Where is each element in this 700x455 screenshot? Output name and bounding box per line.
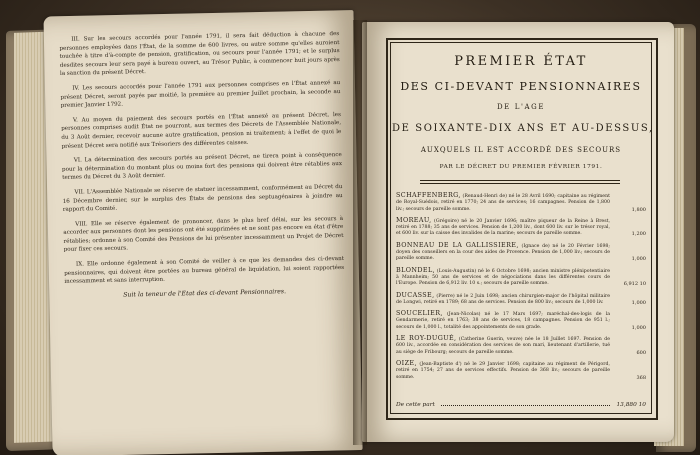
- pensioner-details: (Grégoire) né le 20 Janvier 1696; maître piqueur de la Reine à Brest, retiré en 1788; 35 ans de services. Pension de 1,200 liv., dont 600 liv. sur le trésor royal, et 600 liv. sur la caisse des invalides de la marine; secours de pareille somme.: [396, 218, 610, 237]
- footer-label: De cette part: [396, 402, 435, 408]
- pensioner-amount: 1,200: [631, 231, 646, 238]
- pensioner-name: SCHAFFENBERG,: [396, 191, 461, 199]
- pensioner-details: (Jean-Baptiste d') né le 29 Janvier 1698; capitaine au régiment de Périgord, retiré en 1754; 27 ans de services effectifs. Pension de 368 liv.; secours de pareille somme.: [396, 361, 610, 380]
- list-item: [396, 360, 646, 381]
- pensioner-amount: 368: [636, 374, 646, 381]
- list-item: [396, 242, 646, 263]
- article-9: IX. Elle ordonne également à son Comité de veiller à ce que les demandes des ci-devant pensionnaires, qui doivent être portées au bureau général de liquidation, lui soient rapportées incessamment et sans interruption.: [64, 256, 345, 286]
- pensioner-name: DUCASSE,: [396, 290, 435, 299]
- pensioner-name: BLONDEL,: [396, 265, 436, 274]
- pensioner-details: (Louis-Augustin) né le 6 Octobre 1698; ancien ministre plénipotentiaire à Mannheim; 50 ans de services et de négociations dans les différentes cours de l'Europe. Pension de 6,912 liv. 10 s.; secours de pareille somme.: [396, 268, 610, 287]
- pensioner-name: LE ROY-DUGUÉ,: [396, 334, 457, 343]
- pensioner-amount: 600: [636, 349, 646, 356]
- article-3: III. Sur les secours accordés pour l'année 1791, il sera fait déduction à chacune des personnes employées dans l'État, de la somme de 600 livres, ou autre somme qu'elles auroient touchée à titre d'à-compte de pension, gratification, ou secours pour l'année 1791; et le surplus desdites secours leur sera payé à bureau ouvert, au Trésor Public, à commencer huit jours après la sanction du présent Décret.: [59, 31, 340, 78]
- article-7: VII. L'Assemblée Nationale se réserve de statuer incessamment, conformément au Décret du 16 Décembre dernier, sur le surplus des États de pensions des septuagénaires à joindre au rapport du Comité.: [62, 183, 343, 213]
- pensioner-name: MOREAU,: [396, 215, 432, 224]
- article-4: IV. Les secours accordés pour l'année 1791 aux personnes comprises en l'État annexé au présent Décret, seront payés par moitié, la première au premier Juillet prochain, la seconde au premier Janvier 1792.: [60, 79, 341, 110]
- pensioner-list: [396, 192, 646, 385]
- title-pensionnaires: DES CI-DEVANT PENSIONNAIRES: [400, 80, 642, 93]
- title-rule-double: [420, 183, 620, 184]
- page-footer: [396, 402, 646, 408]
- title-de-l-age: DE L'AGE: [496, 103, 546, 111]
- pensioner-name: OIZE,: [396, 358, 417, 367]
- list-item: [396, 217, 646, 238]
- article-5: V. Au moyen du paiement des secours portés en l'État annexé au présent Décret, les personnes comprises audit État ne pourront, aux termes des Décrets de l'Assemblée Nationale, du 3 Août dernier, recevoir aucune autre gratification, pension ni traitement; à l'effet de quoi le présent Décret sera notifié aux Trésoriers des différentes caisses.: [61, 111, 342, 150]
- pensioner-amount: 1,000: [631, 324, 646, 331]
- footer-total: 13,880 10: [616, 402, 646, 408]
- pensioner-details: (Renaud-Henri de) né le 28 Avril 1690; capitaine au régiment de Royal-Suédois, retiré en 1770; 24 ans de services; 16 campagnes. Pension de 1,800 liv.; secours de pareille somme.: [396, 194, 610, 212]
- footer-leader-dots: [441, 402, 611, 406]
- pensioner-name: SOUCELIER,: [396, 309, 443, 318]
- title-premier-etat: PREMIER ÉTAT: [454, 54, 588, 69]
- pensioner-amount: 6,912 10: [623, 281, 646, 288]
- left-page-text: [59, 30, 345, 307]
- pensioner-details: (Jean-Nicolas) né le 17 Mars 1697; maréchal-des-logis de la Gendarmerie, retiré en 1763; 38 ans de services, 18 campagnes. Pension de 951 l.; secours de 1,000 l., totalité des appointements de son grade.: [396, 312, 610, 330]
- list-item: [396, 192, 646, 213]
- list-item: [396, 335, 646, 356]
- book-gutter: [353, 20, 367, 445]
- pensioner-details: (Pierre) né le 2 Juin 1698; ancien chirurgien-major de l'hôpital militaire de Longwi, retiré en 1789; 68 ans de services. Pension de 800 liv.; secours de 1,000 liv.: [396, 293, 610, 305]
- list-item: [396, 292, 646, 307]
- pensioner-amount: 1,000: [631, 299, 646, 306]
- pensioner-amount: 1,000: [631, 256, 646, 263]
- pensioner-details: (Catherine Guerin, veuve) née le 18 Juillet 1697. Pension de 600 liv., accordée en considération des services de son mari, lieutenant d'artillerie, tué au siège de Fribourg; secours de pareille somme.: [396, 337, 610, 355]
- title-decret: PAR LE DÉCRET DU PREMIER FÉVRIER 1791.: [439, 164, 603, 170]
- list-item: [396, 267, 646, 288]
- pensioner-name: BONNEAU DE LA GALLISSIERE,: [396, 240, 519, 249]
- article-6: VI. La détermination des secours portés au présent Décret, ne tirera point à conséquence pour la détermination du montant plus ou moins fort des pensions qui doivent être rétablies aux termes du Décret du 3 Août dernier.: [61, 152, 343, 182]
- list-item: [396, 310, 646, 331]
- title-rule: [420, 180, 620, 181]
- pensioner-amount: 1,800: [631, 206, 646, 213]
- closing-line: Suit la teneur de l'État des ci-devant Pensionnaires.: [123, 288, 287, 299]
- title-secours: AUXQUELS IL EST ACCORDÉ DES SECOURS: [420, 146, 622, 154]
- article-8: VIII. Elle se réserve également de prononcer, dans le plus bref délai, sur les secours à accorder aux personnes dont les pensions ont été supprimées et ne sont pas encore en état d'être rétablies; ordonne à son Comité des Pensions de lui présenter incessamment un Projet de Décret pour fixer ces secours.: [63, 215, 344, 254]
- pensioner-details: (Ignace de) né le 20 Février 1698; doyen des conseillers en la cour des aides de Provence. Pension de 1,000 liv.; secours de pareille somme.: [396, 243, 610, 262]
- title-soixante-dix: DE SOIXANTE-DIX ANS ET AU-DESSUS,: [392, 123, 654, 134]
